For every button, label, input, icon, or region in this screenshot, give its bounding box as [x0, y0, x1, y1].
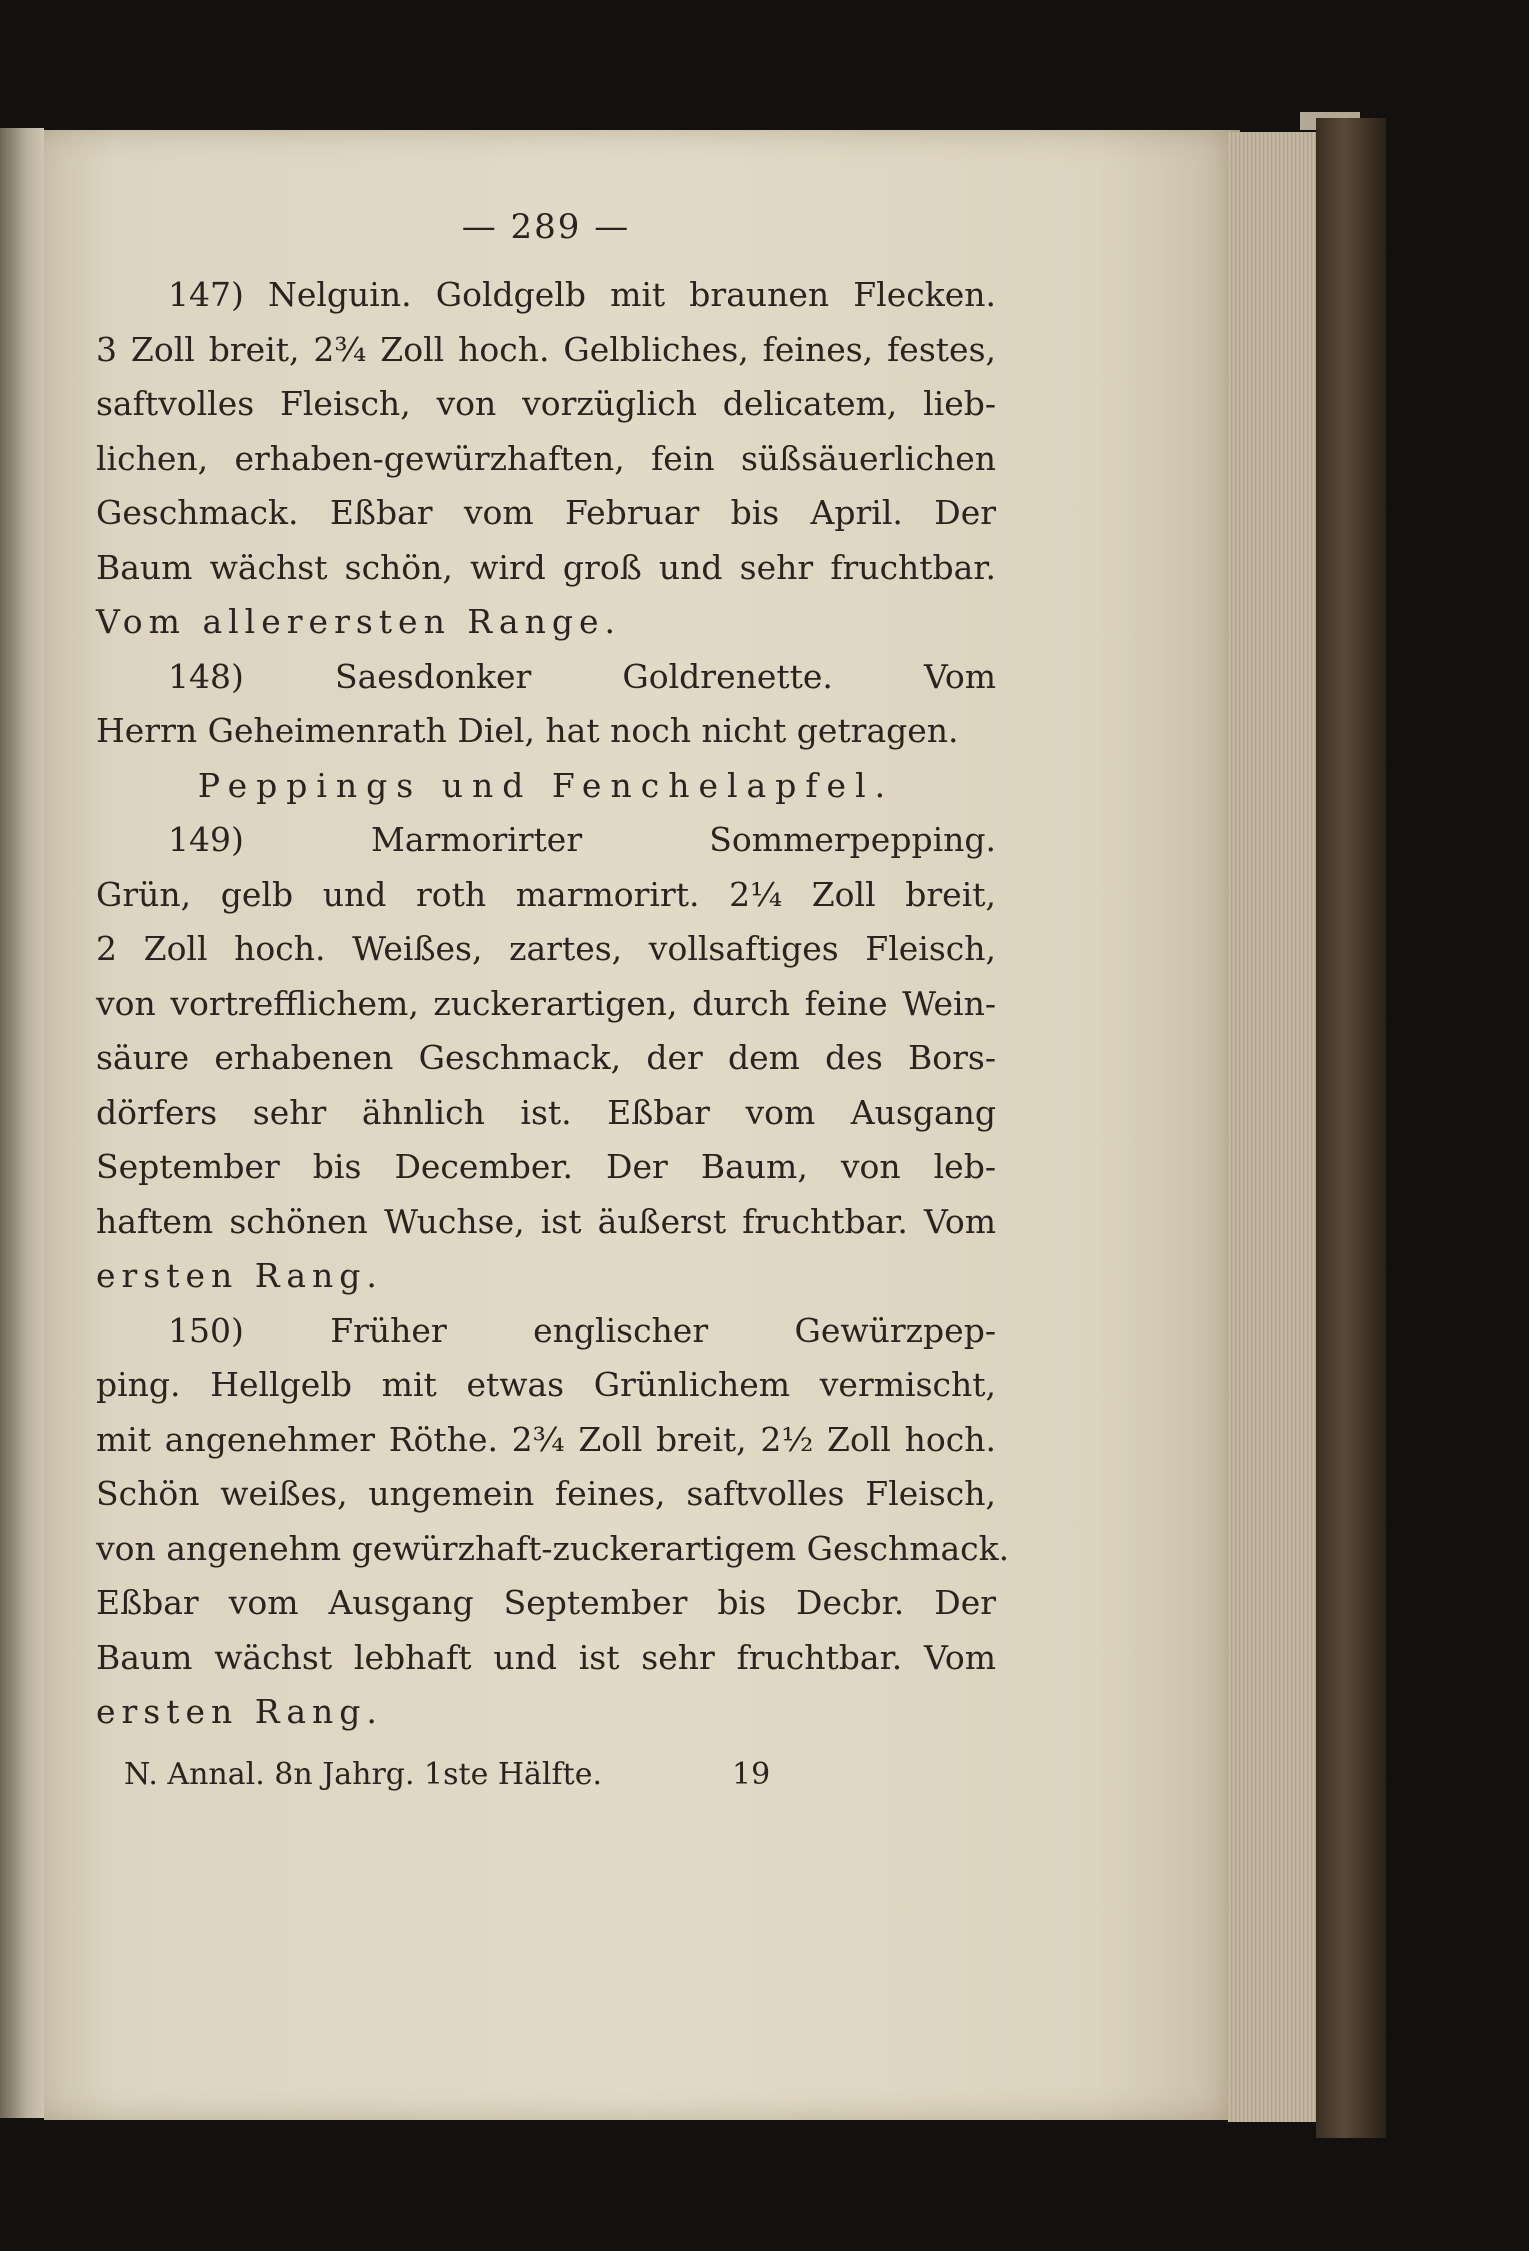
book-cover-spine: [1316, 118, 1386, 2138]
entry-150: [96, 1304, 1010, 1740]
page-block-edges: [1228, 132, 1316, 2122]
text-line: Baum wächst schön, wird groß und sehr fruchtbar.: [96, 547, 996, 587]
text-line: ping. Hellgelb mit etwas Grünlichem vermischt,: [96, 1365, 996, 1404]
text-line: Geschmack. Eßbar vom Februar bis April. Der: [96, 493, 996, 532]
text-line: Herrn Geheimenrath Diel, hat noch nicht getragen.: [96, 711, 959, 750]
text-line: Vom allerersten Range.: [96, 602, 621, 641]
text-line: 149) Marmorirter Sommerpepping.: [168, 820, 996, 859]
text-line: säure erhabenen Geschmack, der dem des Bors-: [96, 1038, 996, 1077]
text-line: 148) Saesdonker Goldrenette. Vom: [168, 656, 996, 696]
page-text: [96, 200, 1010, 1802]
entry-148: [96, 650, 996, 759]
page-footer: [96, 1748, 996, 1802]
text-line: dörfers sehr ähnlich ist. Eßbar vom Ausgang: [96, 1092, 996, 1132]
text-line: ersten Rang.: [96, 1256, 383, 1295]
entry-147: [96, 268, 996, 650]
text-line: 3 Zoll breit, 2¾ Zoll hoch. Gelbliches, feines, festes,: [96, 329, 996, 369]
text-line: Schön weißes, ungemein feines, saftvolles Fleisch,: [96, 1474, 996, 1513]
entry-149: [96, 813, 996, 1304]
text-line: September bis December. Der Baum, von leb-: [96, 1147, 996, 1186]
text-line: saftvolles Fleisch, von vorzüglich delicatem, lieb-: [96, 384, 996, 423]
page-header: — 289 —: [461, 207, 631, 247]
text-line: von vortrefflichem, zuckerartigen, durch feine Wein-: [96, 983, 996, 1023]
text-line: 2 Zoll hoch. Weißes, zartes, vollsaftiges Fleisch,: [96, 929, 996, 968]
text-line: Grün, gelb und roth marmorirt. 2¼ Zoll breit,: [96, 874, 996, 914]
text-line: Baum wächst lebhaft und ist sehr fruchtbar. Vom: [96, 1637, 996, 1677]
text-line: 150) Früher englischer Gewürzpep-: [168, 1310, 996, 1350]
text-line: Eßbar vom Ausgang September bis Decbr. Der: [96, 1583, 996, 1622]
text-line: von angenehm gewürzhaft-zuckerartigem Geschmack.: [96, 1528, 1010, 1568]
section-heading: Peppings und Fenchelapfel.: [197, 765, 895, 805]
text-line: 147) Nelguin. Goldgelb mit braunen Flecken.: [168, 275, 996, 314]
text-line: haftem schönen Wuchse, ist äußerst fruchtbar. Vom: [96, 1201, 996, 1241]
text-line: lichen, erhaben-gewürzhaften, fein süßsäuerlichen: [96, 438, 996, 478]
signature-mark: 19: [731, 1756, 771, 1792]
footer-title: N. Annal. 8n Jahrg. 1ste Hälfte.: [124, 1756, 602, 1792]
text-line: mit angenehmer Röthe. 2¾ Zoll breit, 2½ Zoll hoch.: [96, 1419, 996, 1459]
text-line: ersten Rang.: [96, 1692, 383, 1731]
left-page-edge: [0, 128, 44, 2118]
